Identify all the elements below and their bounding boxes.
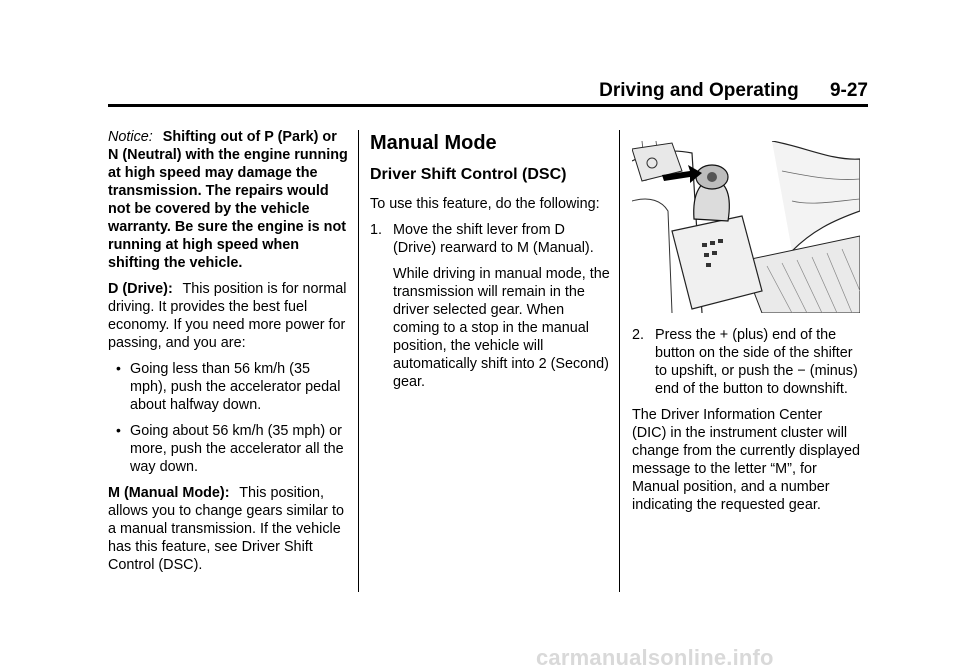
drive-paragraph bbox=[108, 280, 350, 352]
bullet-text: Going less than 56 km/h (35 mph), push the accelerator pedal about halfway down. bbox=[130, 361, 341, 413]
bullet-icon: • bbox=[116, 360, 121, 376]
shifter-illustration bbox=[632, 141, 860, 313]
section-title: Driving and Operating bbox=[599, 80, 799, 101]
intro-text: To use this feature, do the following: bbox=[370, 196, 600, 212]
step-number: 2. bbox=[632, 327, 645, 343]
page-header bbox=[108, 80, 868, 104]
column-1 bbox=[108, 128, 350, 582]
column-2 bbox=[370, 128, 610, 399]
dic-paragraph: The Driver Information Center (DIC) in the instrument cluster will change from the currently displayed message to the letter “M”, for Manual position, and a number indicating the requested gear. bbox=[632, 407, 860, 513]
bullet-text: Going about 56 km/h (35 mph) or more, push the accelerator all the way down. bbox=[130, 423, 344, 475]
dsc-subheading: Driver Shift Control (DSC) bbox=[370, 166, 567, 183]
step-2 bbox=[632, 326, 860, 398]
header-rule bbox=[108, 104, 868, 107]
bullet-icon: • bbox=[116, 422, 121, 438]
step-number: 1. bbox=[370, 222, 383, 238]
step-1 bbox=[370, 221, 610, 257]
column-divider-2 bbox=[619, 130, 620, 592]
step-text: Press the + (plus) end of the button on the side of the shifter to upshift, or push the − (minus) end of the button to downshift. bbox=[655, 327, 858, 397]
step-1-detail: While driving in manual mode, the transmission will remain in the driver selected gear. When coming to a stop in the manual position, the vehicle will automatically shift into 2 (Second) gear. bbox=[393, 266, 610, 390]
bullet-item bbox=[108, 360, 350, 414]
column-divider-1 bbox=[358, 130, 359, 592]
manual-term: M (Manual Mode): bbox=[108, 485, 230, 501]
notice-text: Shifting out of P (Park) or N (Neutral) with the engine running at high speed may damage the transmission. The repairs would not be covered by the vehicle warranty. Be sure the engine is not running at high speed when shifting the vehicle. bbox=[108, 129, 348, 271]
manual-text: This position, allows you to change gears similar to a manual transmission. If the vehicle has this feature, see Driver Shift Control (DSC). bbox=[108, 485, 344, 573]
drive-term: D (Drive): bbox=[108, 281, 173, 297]
notice-paragraph bbox=[108, 128, 350, 272]
step-text: Move the shift lever from D (Drive) rearward to M (Manual). bbox=[393, 222, 594, 256]
page-number: 9-27 bbox=[829, 80, 868, 101]
watermark: carmanualsonline.info bbox=[536, 645, 774, 670]
column-3 bbox=[632, 326, 860, 522]
manual-paragraph bbox=[108, 484, 350, 574]
notice-label: Notice: bbox=[108, 129, 153, 145]
manual-mode-heading: Manual Mode bbox=[370, 132, 497, 154]
drive-text: This position is for normal driving. It provides the best fuel economy. If you need more power for passing, and you are: bbox=[108, 281, 347, 351]
bullet-item bbox=[108, 422, 350, 476]
